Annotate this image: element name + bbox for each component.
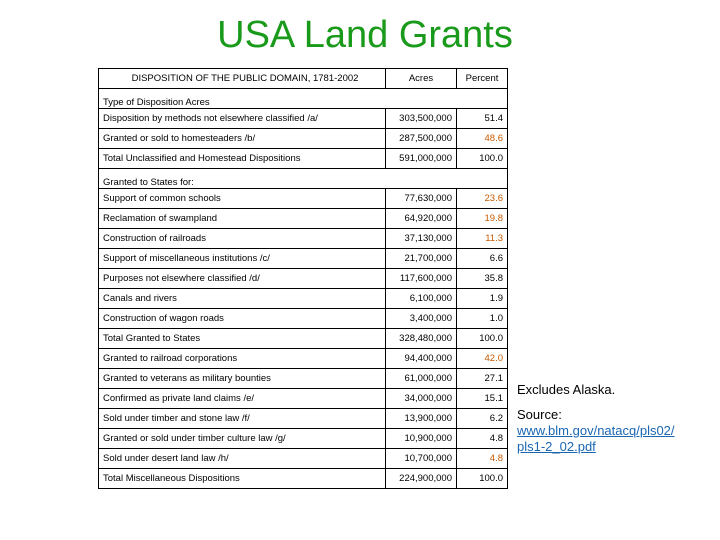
row-acres: 61,000,000 — [386, 369, 457, 389]
row-acres: 117,600,000 — [386, 269, 457, 289]
header-description: DISPOSITION OF THE PUBLIC DOMAIN, 1781-2002 — [99, 69, 386, 89]
section-row-granted-to-states — [99, 169, 508, 189]
row-percent: 100.0 — [457, 469, 508, 489]
table-row-total — [99, 329, 508, 349]
table-row — [99, 209, 508, 229]
table-row — [99, 269, 508, 289]
row-acres: 328,480,000 — [386, 329, 457, 349]
source-link-line-2[interactable]: pls1-2_02.pdf — [517, 439, 596, 454]
section-row-type-of-disposition — [99, 89, 508, 109]
row-acres: 37,130,000 — [386, 229, 457, 249]
row-percent: 1.9 — [457, 289, 508, 309]
row-label: Confirmed as private land claims /e/ — [99, 389, 386, 409]
page-title: USA Land Grants — [217, 14, 513, 56]
row-acres: 34,000,000 — [386, 389, 457, 409]
row-label: Construction of wagon roads — [99, 309, 386, 329]
row-percent: 6.2 — [457, 409, 508, 429]
source-link-line-1[interactable]: www.blm.gov/natacq/pls02/ — [517, 423, 675, 438]
row-percent: 23.6 — [457, 189, 508, 209]
row-acres: 94,400,000 — [386, 349, 457, 369]
row-label: Support of common schools — [99, 189, 386, 209]
row-label: Sold under desert land law /h/ — [99, 449, 386, 469]
row-label: Construction of railroads — [99, 229, 386, 249]
row-acres: 303,500,000 — [386, 109, 457, 129]
row-percent: 42.0 — [457, 349, 508, 369]
row-label: Purposes not elsewhere classified /d/ — [99, 269, 386, 289]
excludes-note: Excludes Alaska. — [517, 382, 616, 397]
row-label: Granted to veterans as military bounties — [99, 369, 386, 389]
row-label: Sold under timber and stone law /f/ — [99, 409, 386, 429]
row-acres: 10,900,000 — [386, 429, 457, 449]
source-label: Source: — [517, 407, 562, 422]
row-acres: 13,900,000 — [386, 409, 457, 429]
table-row — [99, 109, 508, 129]
row-percent: 4.8 — [457, 449, 508, 469]
land-grants-table — [98, 68, 508, 489]
table-row — [99, 189, 508, 209]
row-percent: 100.0 — [457, 329, 508, 349]
row-percent: 19.8 — [457, 209, 508, 229]
row-acres: 6,100,000 — [386, 289, 457, 309]
table-row — [99, 289, 508, 309]
table-row — [99, 349, 508, 369]
row-acres: 77,630,000 — [386, 189, 457, 209]
table-row-total — [99, 149, 508, 169]
row-percent: 4.8 — [457, 429, 508, 449]
section-label: Type of Disposition Acres — [99, 89, 508, 109]
section-label: Granted to States for: — [99, 169, 508, 189]
row-label: Support of miscellaneous institutions /c/ — [99, 249, 386, 269]
table-row — [99, 429, 508, 449]
row-label: Disposition by methods not elsewhere classified /a/ — [99, 109, 386, 129]
row-acres: 287,500,000 — [386, 129, 457, 149]
row-acres: 21,700,000 — [386, 249, 457, 269]
row-label: Granted to railroad corporations — [99, 349, 386, 369]
table-row — [99, 409, 508, 429]
row-percent: 48.6 — [457, 129, 508, 149]
row-acres: 64,920,000 — [386, 209, 457, 229]
row-acres: 224,900,000 — [386, 469, 457, 489]
row-acres: 10,700,000 — [386, 449, 457, 469]
table-row — [99, 449, 508, 469]
table-row — [99, 229, 508, 249]
table-row — [99, 129, 508, 149]
row-label: Total Unclassified and Homestead Dispositions — [99, 149, 386, 169]
row-percent: 1.0 — [457, 309, 508, 329]
row-label: Total Granted to States — [99, 329, 386, 349]
header-acres: Acres — [386, 69, 457, 89]
table-row — [99, 309, 508, 329]
row-percent: 51.4 — [457, 109, 508, 129]
row-acres: 3,400,000 — [386, 309, 457, 329]
row-percent: 35.8 — [457, 269, 508, 289]
table-row — [99, 389, 508, 409]
row-label: Reclamation of swampland — [99, 209, 386, 229]
row-percent: 6.6 — [457, 249, 508, 269]
row-label: Granted or sold to homesteaders /b/ — [99, 129, 386, 149]
row-acres: 591,000,000 — [386, 149, 457, 169]
table-row — [99, 249, 508, 269]
row-percent: 15.1 — [457, 389, 508, 409]
row-percent: 11.3 — [457, 229, 508, 249]
row-percent: 100.0 — [457, 149, 508, 169]
source-block — [517, 407, 675, 455]
header-percent: Percent — [457, 69, 508, 89]
table-row — [99, 369, 508, 389]
row-percent: 27.1 — [457, 369, 508, 389]
row-label: Canals and rivers — [99, 289, 386, 309]
row-label: Granted or sold under timber culture law /g/ — [99, 429, 386, 449]
row-label: Total Miscellaneous Dispositions — [99, 469, 386, 489]
table-header-row — [99, 69, 508, 89]
table-row-total — [99, 469, 508, 489]
